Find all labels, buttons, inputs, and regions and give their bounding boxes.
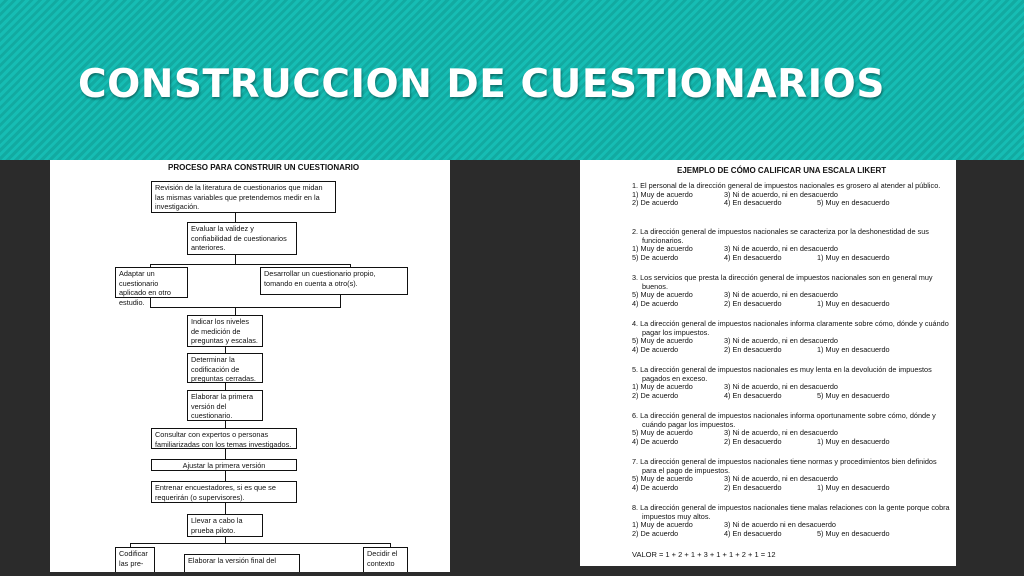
flow-step-revision: Revisión de la literatura de cuestionarios que midan las mismas variables que pretendemos medir en la investigación. xyxy=(151,181,336,213)
flowchart-title: PROCESO PARA CONSTRUIR UN CUESTIONARIO xyxy=(168,163,360,172)
flow-step-prueba-piloto: Llevar a cabo la prueba piloto. xyxy=(187,514,263,537)
flow-step-evaluar: Evaluar la validez y confiabilidad de cuestionarios anteriores. xyxy=(187,222,297,255)
flow-step-adaptar: Adaptar un cuestionario aplicado en otro estudio. xyxy=(115,267,188,298)
likert-question: 2. La dirección general de impuestos nacionales se caracteriza por la deshonestidad de sus funcionarios. 1) Muy de acuerdo 3) Ni de acuerdo, ni en desacuerdo 5) De acuerdo 4) En desacuerdo 1) Muy en desacuerdo xyxy=(632,227,929,262)
flow-step-elaborar-final: Elaborar la versión final del xyxy=(184,554,300,572)
flow-step-desarrollar: Desarrollar un cuestionario propio, tomando en cuenta a otro(s). xyxy=(260,267,408,295)
likert-example-image xyxy=(580,160,956,566)
likert-question: 3. Los servicios que presta la dirección general de impuestos nacionales son en general muy buenos. 5) Muy de acuerdo 3) Ni de acuerdo, ni en desacuerdo 4) De acuerdo 2) En desacuerdo 1) Muy en desacuerdo xyxy=(632,273,933,308)
flow-step-determinar: Determinar la codificación de preguntas cerradas. xyxy=(187,353,263,383)
flow-step-ajustar: Ajustar la primera versión xyxy=(151,459,297,471)
likert-question: 7. La dirección general de impuestos nacionales tiene normas y procedimientos bien definidos para el pago de impuestos. 5) Muy de acuerdo 3) Ni de acuerdo, ni en desacuerdo 4) De acuerdo 2) En desacuerdo 1) Muy en desacuerdo xyxy=(632,457,937,492)
likert-question: 1. El personal de la dirección general de impuestos nacionales es grosero al atender al público. 1) Muy de acuerdo 3) Ni de acuerdo, ni en desacuerdo 2) De acuerdo 4) En desacuerdo 5) Muy en desacuerdo xyxy=(632,181,941,208)
flow-step-elaborar-primera: Elaborar la primera versión del cuestionario. xyxy=(187,390,263,421)
slide-title: CONSTRUCCION DE CUESTIONARIOS xyxy=(78,62,885,107)
flowchart-image xyxy=(50,160,450,572)
likert-question: 5. La dirección general de impuestos nacionales es muy lenta en la devolución de impuestos pagados en exceso. 1) Muy de acuerdo 3) Ni de acuerdo, ni en desacuerdo 2) De acuerdo 4) En desacuerdo 5) Muy en desacuerdo xyxy=(632,365,932,400)
likert-question: 8. La dirección general de impuestos nacionales tiene malas relaciones con la gente porque cobra impuestos muy altos. 1) Muy de acuerdo 3) Ni de acuerdo ni en desacuerdo 2) De acuerdo 4) En desacuerdo 5) Muy en desacuerdo xyxy=(632,503,950,538)
flow-step-indicar: Indicar los niveles de medición de preguntas y escalas. xyxy=(187,315,263,347)
likert-question: 6. La dirección general de impuestos nacionales informa oportunamente sobre cómo, dónde y cuándo pagar los impuestos. 5) Muy de acuerdo 3) Ni de acuerdo, ni en desacuerdo 4) De acuerdo 2) En desacuerdo 1) Muy en desacuerdo xyxy=(632,411,936,446)
flow-step-consultar: Consultar con expertos o personas familiarizadas con los temas investigados. xyxy=(151,428,297,449)
likert-question: 4. La dirección general de impuestos nacionales informa claramente sobre cómo, dónde y cuándo pagar los impuestos. 5) Muy de acuerdo 3) Ni de acuerdo, ni en desacuerdo 4) De acuerdo 2) En desacuerdo 1) Muy en desacuerdo xyxy=(632,319,949,354)
flow-step-entrenar: Entrenar encuestadores, si es que se requerirán (o supervisores). xyxy=(151,481,297,503)
flow-step-decidir: Decidir el contexto xyxy=(363,547,408,572)
flow-step-codificar: Codificar las pre- xyxy=(115,547,155,572)
likert-valor-total: VALOR = 1 + 2 + 1 + 3 + 1 + 1 + 2 + 1 = 12 xyxy=(632,550,776,559)
likert-title: EJEMPLO DE CÓMO CALIFICAR UNA ESCALA LIKERT xyxy=(677,166,887,175)
